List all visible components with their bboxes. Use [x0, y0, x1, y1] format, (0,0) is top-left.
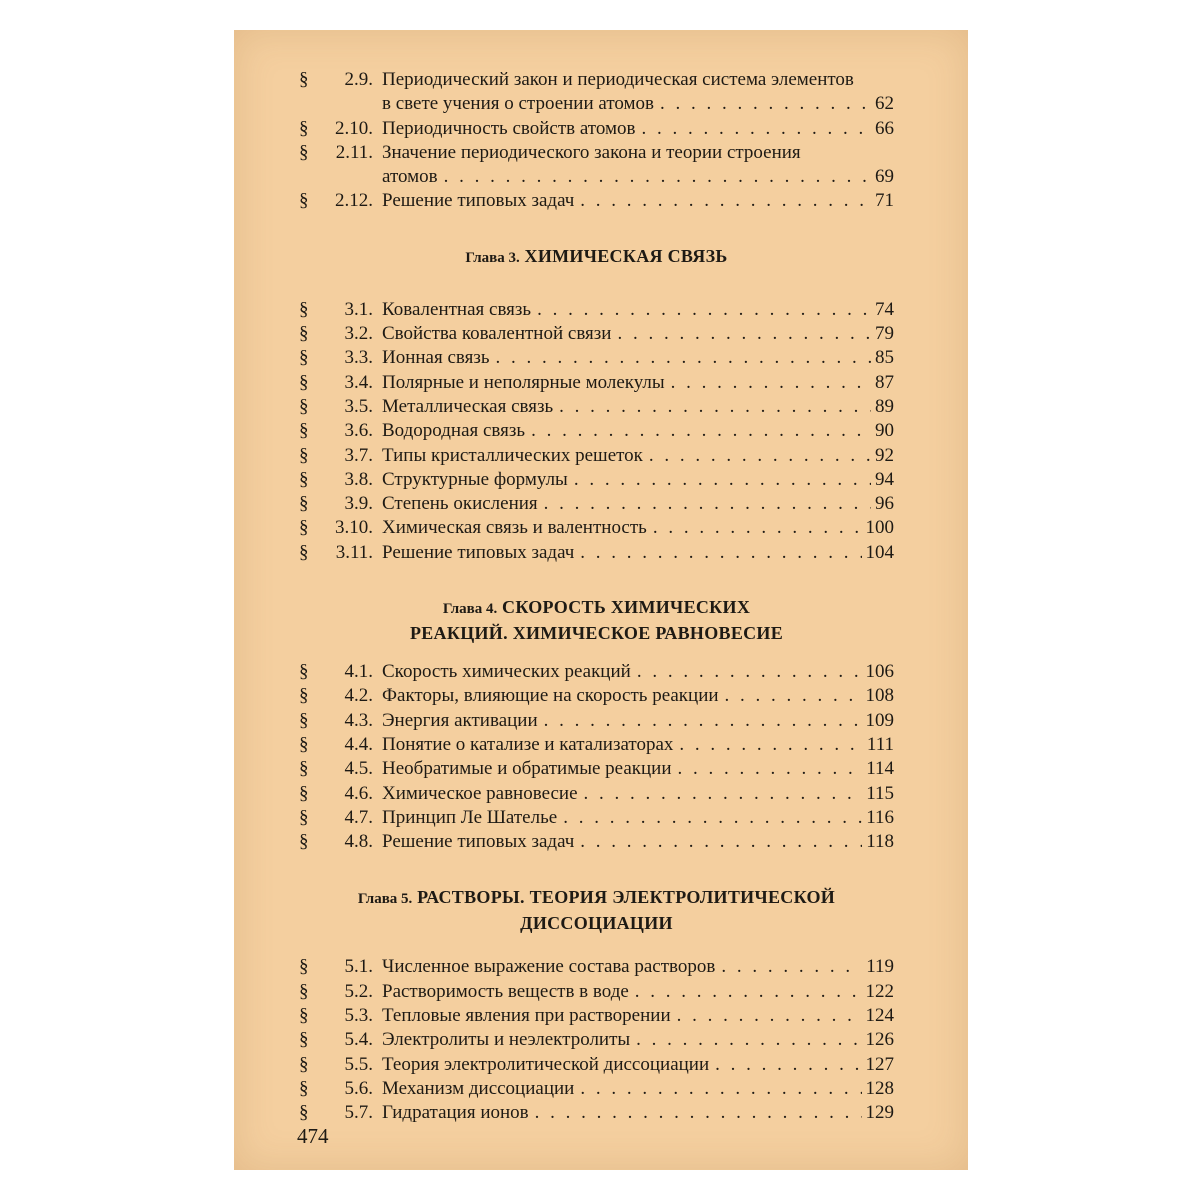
section-sign: §	[299, 420, 309, 442]
dot-leader	[584, 782, 863, 806]
table-of-contents	[299, 68, 894, 1126]
toc-entry	[299, 189, 894, 213]
entry-title: Тепловые явления при растворении	[382, 1005, 671, 1027]
page-ref: 126	[865, 1029, 894, 1051]
page-ref: 85	[875, 347, 894, 369]
dot-leader	[444, 165, 871, 189]
toc-entry	[299, 346, 894, 370]
entry-title: Полярные и неполярные молекулы	[382, 371, 665, 393]
toc-entry	[299, 468, 894, 492]
page-ref: 122	[865, 980, 894, 1002]
section-sign: §	[299, 444, 309, 466]
section-sign: §	[299, 347, 309, 369]
entry-body	[382, 1028, 894, 1052]
entry-line	[382, 782, 894, 806]
entry-line	[382, 492, 894, 516]
dot-leader	[563, 806, 862, 830]
dot-leader	[635, 980, 862, 1004]
chapter-label: Глава 4.	[442, 601, 498, 618]
entry-title: Периодический закон и периодическая система элементов	[382, 69, 854, 90]
page-ref: 89	[875, 395, 894, 417]
dot-leader	[535, 1101, 862, 1125]
section-sign: §	[299, 493, 309, 515]
section-number: 4.5.	[344, 758, 373, 780]
entry-line	[382, 709, 894, 733]
entry-line	[382, 1101, 894, 1125]
page-number: 474	[297, 1124, 329, 1148]
entry-line	[382, 141, 894, 165]
section-sign: §	[299, 1005, 309, 1027]
section-number: 3.6.	[344, 420, 373, 442]
entry-body	[382, 189, 894, 213]
entry-line	[382, 68, 894, 92]
chapter-title: ДИССОЦИАЦИИ	[520, 913, 673, 934]
section-sign: §	[299, 298, 309, 320]
toc-group	[299, 68, 894, 214]
toc-entry	[299, 733, 894, 757]
dot-leader	[660, 92, 871, 116]
dot-leader	[617, 322, 871, 346]
entry-body	[382, 733, 894, 757]
toc-entry	[299, 141, 894, 190]
chapter-heading	[299, 885, 894, 935]
section-sign: §	[299, 758, 309, 780]
entry-body	[382, 492, 894, 516]
dot-leader	[544, 709, 862, 733]
page-ref: 66	[875, 117, 894, 139]
page-ref: 90	[875, 420, 894, 442]
toc-group	[299, 660, 894, 854]
entry-title: Механизм диссоциации	[382, 1077, 575, 1099]
entry-line	[382, 955, 894, 979]
toc-entry	[299, 1028, 894, 1052]
page-ref: 74	[875, 298, 894, 320]
page-ref: 69	[875, 166, 894, 188]
entry-line	[382, 830, 894, 854]
entry-body	[382, 516, 894, 540]
entry-line	[382, 165, 894, 189]
section-sign: §	[299, 980, 309, 1002]
section-number: 4.2.	[344, 685, 373, 707]
page-ref: 118	[866, 831, 894, 853]
toc-entry	[299, 541, 894, 565]
dot-leader	[679, 733, 862, 757]
entry-line	[382, 1004, 894, 1028]
entry-body	[382, 709, 894, 733]
toc-entry	[299, 782, 894, 806]
section-number: 2.11.	[335, 141, 373, 163]
chapter-title: СКОРОСТЬ ХИМИЧЕСКИХ	[502, 597, 751, 618]
dot-leader	[574, 468, 871, 492]
section-sign: §	[299, 831, 309, 853]
entry-title: Типы кристаллических решеток	[382, 444, 643, 466]
section-number: 2.12.	[335, 190, 373, 212]
chapter-heading-line	[299, 621, 894, 645]
entry-body	[382, 444, 894, 468]
entry-title: Принцип Ле Шателье	[382, 806, 558, 828]
entry-body	[382, 660, 894, 684]
chapter-label: Глава 5.	[357, 891, 413, 908]
section-number: 5.4.	[344, 1029, 373, 1051]
dot-leader	[642, 117, 872, 141]
entry-line	[382, 1077, 894, 1101]
section-sign: §	[299, 395, 309, 417]
page-ref: 129	[865, 1102, 894, 1124]
entry-title: Скорость химических реакций	[382, 661, 631, 683]
dot-leader	[678, 757, 863, 781]
section-sign: §	[299, 141, 309, 163]
entry-line	[382, 444, 894, 468]
section-sign: §	[299, 685, 309, 707]
entry-title: Электролиты и неэлектролиты	[382, 1029, 631, 1051]
section-number: 2.10.	[335, 117, 373, 139]
entry-body	[382, 806, 894, 830]
entry-title: Решение типовых задач	[382, 831, 575, 853]
section-number: 3.4.	[344, 371, 373, 393]
page-ref: 108	[865, 685, 894, 707]
section-number: 3.9.	[344, 493, 373, 515]
section-number: 5.5.	[344, 1053, 373, 1075]
dot-leader	[580, 541, 861, 565]
entry-line	[382, 92, 894, 116]
dot-leader	[637, 660, 862, 684]
dot-leader	[580, 1077, 861, 1101]
entry-title: Ковалентная связь	[382, 298, 532, 320]
entry-title: Ионная связь	[382, 347, 490, 369]
toc-group	[299, 298, 894, 565]
section-sign: §	[299, 806, 309, 828]
entry-line	[382, 322, 894, 346]
toc-entry	[299, 444, 894, 468]
toc-entry	[299, 709, 894, 733]
page-ref: 115	[866, 782, 894, 804]
section-sign: §	[299, 69, 309, 90]
toc-entry	[299, 322, 894, 346]
dot-leader	[721, 955, 862, 979]
entry-title: Структурные формулы	[382, 468, 568, 490]
page-ref: 128	[865, 1077, 894, 1099]
entry-title: атомов	[382, 166, 438, 188]
section-number: 4.4.	[344, 733, 373, 755]
page-ref: 104	[865, 541, 894, 563]
toc-entry	[299, 660, 894, 684]
chapter-title: РАСТВОРЫ. ТЕОРИЯ ЭЛЕКТРОЛИТИЧЕСКОЙ	[417, 887, 836, 908]
entry-line	[382, 117, 894, 141]
toc-entry	[299, 806, 894, 830]
entry-title: в свете учения о строении атомов	[382, 93, 655, 115]
entry-body	[382, 1077, 894, 1101]
dot-leader	[544, 492, 871, 516]
entry-body	[382, 830, 894, 854]
book-page	[234, 30, 968, 1170]
section-sign: §	[299, 709, 309, 731]
section-number: 4.7.	[344, 806, 373, 828]
entry-body	[382, 1004, 894, 1028]
page-ref: 127	[865, 1053, 894, 1075]
page-ref: 79	[875, 323, 894, 345]
dot-leader	[496, 346, 871, 370]
section-number: 3.8.	[344, 468, 373, 490]
entry-body	[382, 757, 894, 781]
entry-title: Решение типовых задач	[382, 190, 575, 212]
dot-leader	[677, 1004, 862, 1028]
section-number: 3.7.	[344, 444, 373, 466]
page-ref: 87	[875, 371, 894, 393]
entry-title: Свойства ковалентной связи	[382, 323, 612, 345]
entry-line	[382, 298, 894, 322]
entry-title: Водородная связь	[382, 420, 526, 442]
toc-group	[299, 955, 894, 1125]
entry-body	[382, 1101, 894, 1125]
entry-body	[382, 141, 894, 190]
section-number: 4.8.	[344, 831, 373, 853]
section-number: 4.3.	[344, 709, 373, 731]
dot-leader	[653, 516, 862, 540]
page-ref: 106	[865, 661, 894, 683]
toc-entry	[299, 955, 894, 979]
toc-entry	[299, 1077, 894, 1101]
toc-entry	[299, 516, 894, 540]
entry-line	[382, 189, 894, 213]
entry-body	[382, 419, 894, 443]
dot-leader	[580, 189, 871, 213]
entry-line	[382, 733, 894, 757]
entry-line	[382, 806, 894, 830]
entry-body	[382, 322, 894, 346]
entry-line	[382, 395, 894, 419]
entry-title: Численное выражение состава растворов	[382, 956, 716, 978]
section-sign: §	[299, 733, 309, 755]
entry-line	[382, 757, 894, 781]
entry-title: Необратимые и обратимые реакции	[382, 758, 672, 780]
section-sign: §	[299, 541, 309, 563]
entry-line	[382, 346, 894, 370]
section-number: 5.3.	[344, 1005, 373, 1027]
chapter-heading-line	[299, 911, 894, 935]
dot-leader	[531, 419, 871, 443]
section-sign: §	[299, 190, 309, 212]
page-ref: 94	[875, 468, 894, 490]
chapter-heading-line	[299, 244, 894, 270]
toc-entry	[299, 492, 894, 516]
entry-title: Растворимость веществ в воде	[382, 980, 629, 1002]
entry-line	[382, 660, 894, 684]
toc-entry	[299, 419, 894, 443]
toc-entry	[299, 298, 894, 322]
toc-entry	[299, 684, 894, 708]
entry-body	[382, 346, 894, 370]
page-ref: 111	[866, 733, 894, 755]
section-number: 3.3.	[344, 347, 373, 369]
entry-line	[382, 980, 894, 1004]
entry-title: Периодичность свойств атомов	[382, 117, 636, 139]
chapter-label: Глава 3.	[465, 249, 520, 266]
dot-leader	[715, 1053, 861, 1077]
entry-body	[382, 395, 894, 419]
dot-leader	[649, 444, 871, 468]
section-sign: §	[299, 323, 309, 345]
dot-leader	[725, 684, 862, 708]
section-number: 4.6.	[344, 782, 373, 804]
entry-body	[382, 1053, 894, 1077]
chapter-heading	[299, 244, 894, 270]
dot-leader	[636, 1028, 861, 1052]
page-ref: 100	[865, 517, 894, 539]
page-ref: 62	[875, 93, 894, 115]
page-ref: 71	[875, 190, 894, 212]
entry-title: Химическое равновесие	[382, 782, 578, 804]
section-sign: §	[299, 956, 309, 978]
dot-leader	[537, 298, 871, 322]
toc-entry	[299, 117, 894, 141]
section-sign: §	[299, 782, 309, 804]
entry-title: Значение периодического закона и теории строения	[382, 141, 801, 163]
toc-entry	[299, 830, 894, 854]
toc-entry	[299, 68, 894, 117]
page-ref: 96	[875, 493, 894, 515]
section-number: 3.11.	[335, 541, 373, 563]
chapter-heading-line	[299, 885, 894, 911]
section-sign: §	[299, 117, 309, 139]
entry-line	[382, 541, 894, 565]
entry-title: Решение типовых задач	[382, 541, 575, 563]
section-number: 5.1.	[344, 956, 373, 978]
section-sign: §	[299, 468, 309, 490]
section-number: 3.10.	[335, 517, 373, 539]
entry-body	[382, 298, 894, 322]
section-sign: §	[299, 517, 309, 539]
chapter-title: ХИМИЧЕСКАЯ СВЯЗЬ	[524, 245, 728, 266]
entry-body	[382, 980, 894, 1004]
entry-title: Степень окисления	[382, 493, 538, 515]
section-number: 4.1.	[344, 661, 373, 683]
entry-body	[382, 782, 894, 806]
dot-leader	[580, 830, 862, 854]
toc-entry	[299, 1101, 894, 1125]
entry-body	[382, 68, 894, 117]
section-number: 3.5.	[344, 395, 373, 417]
section-sign: §	[299, 371, 309, 393]
section-number: 3.1.	[344, 298, 373, 320]
entry-body	[382, 684, 894, 708]
section-number: 5.6.	[344, 1077, 373, 1099]
toc-entry	[299, 395, 894, 419]
entry-line	[382, 1053, 894, 1077]
section-sign: §	[299, 661, 309, 683]
entry-line	[382, 1028, 894, 1052]
toc-entry	[299, 371, 894, 395]
entry-line	[382, 419, 894, 443]
entry-body	[382, 117, 894, 141]
chapter-heading-line	[299, 595, 894, 621]
dot-leader	[671, 371, 871, 395]
entry-body	[382, 955, 894, 979]
entry-title: Металлическая связь	[382, 395, 554, 417]
toc-entry	[299, 1004, 894, 1028]
page-ref: 116	[866, 806, 894, 828]
page-ref: 119	[866, 956, 894, 978]
entry-line	[382, 684, 894, 708]
toc-entry	[299, 757, 894, 781]
entry-line	[382, 516, 894, 540]
section-number: 5.7.	[344, 1102, 373, 1124]
section-number: 2.9.	[344, 69, 373, 90]
toc-entry	[299, 980, 894, 1004]
entry-body	[382, 371, 894, 395]
section-number: 5.2.	[344, 980, 373, 1002]
chapter-heading	[299, 595, 894, 645]
toc-entry	[299, 1053, 894, 1077]
page-ref: 114	[866, 758, 894, 780]
section-number: 3.2.	[344, 323, 373, 345]
page-ref: 109	[865, 709, 894, 731]
entry-body	[382, 541, 894, 565]
section-sign: §	[299, 1053, 309, 1075]
entry-line	[382, 468, 894, 492]
section-sign: §	[299, 1102, 309, 1124]
dot-leader	[559, 395, 871, 419]
section-sign: §	[299, 1077, 309, 1099]
entry-body	[382, 468, 894, 492]
entry-title: Понятие о катализе и катализаторах	[382, 733, 674, 755]
entry-title: Химическая связь и валентность	[382, 517, 647, 539]
section-sign: §	[299, 1029, 309, 1051]
entry-line	[382, 371, 894, 395]
entry-title: Гидратация ионов	[382, 1102, 529, 1124]
chapter-title: РЕАКЦИЙ. ХИМИЧЕСКОЕ РАВНОВЕСИЕ	[409, 623, 784, 644]
page-ref: 92	[875, 444, 894, 466]
entry-title: Факторы, влияющие на скорость реакции	[382, 685, 719, 707]
entry-title: Энергия активации	[382, 709, 538, 731]
entry-title: Теория электролитической диссоциации	[382, 1053, 710, 1075]
page-ref: 124	[865, 1005, 894, 1027]
